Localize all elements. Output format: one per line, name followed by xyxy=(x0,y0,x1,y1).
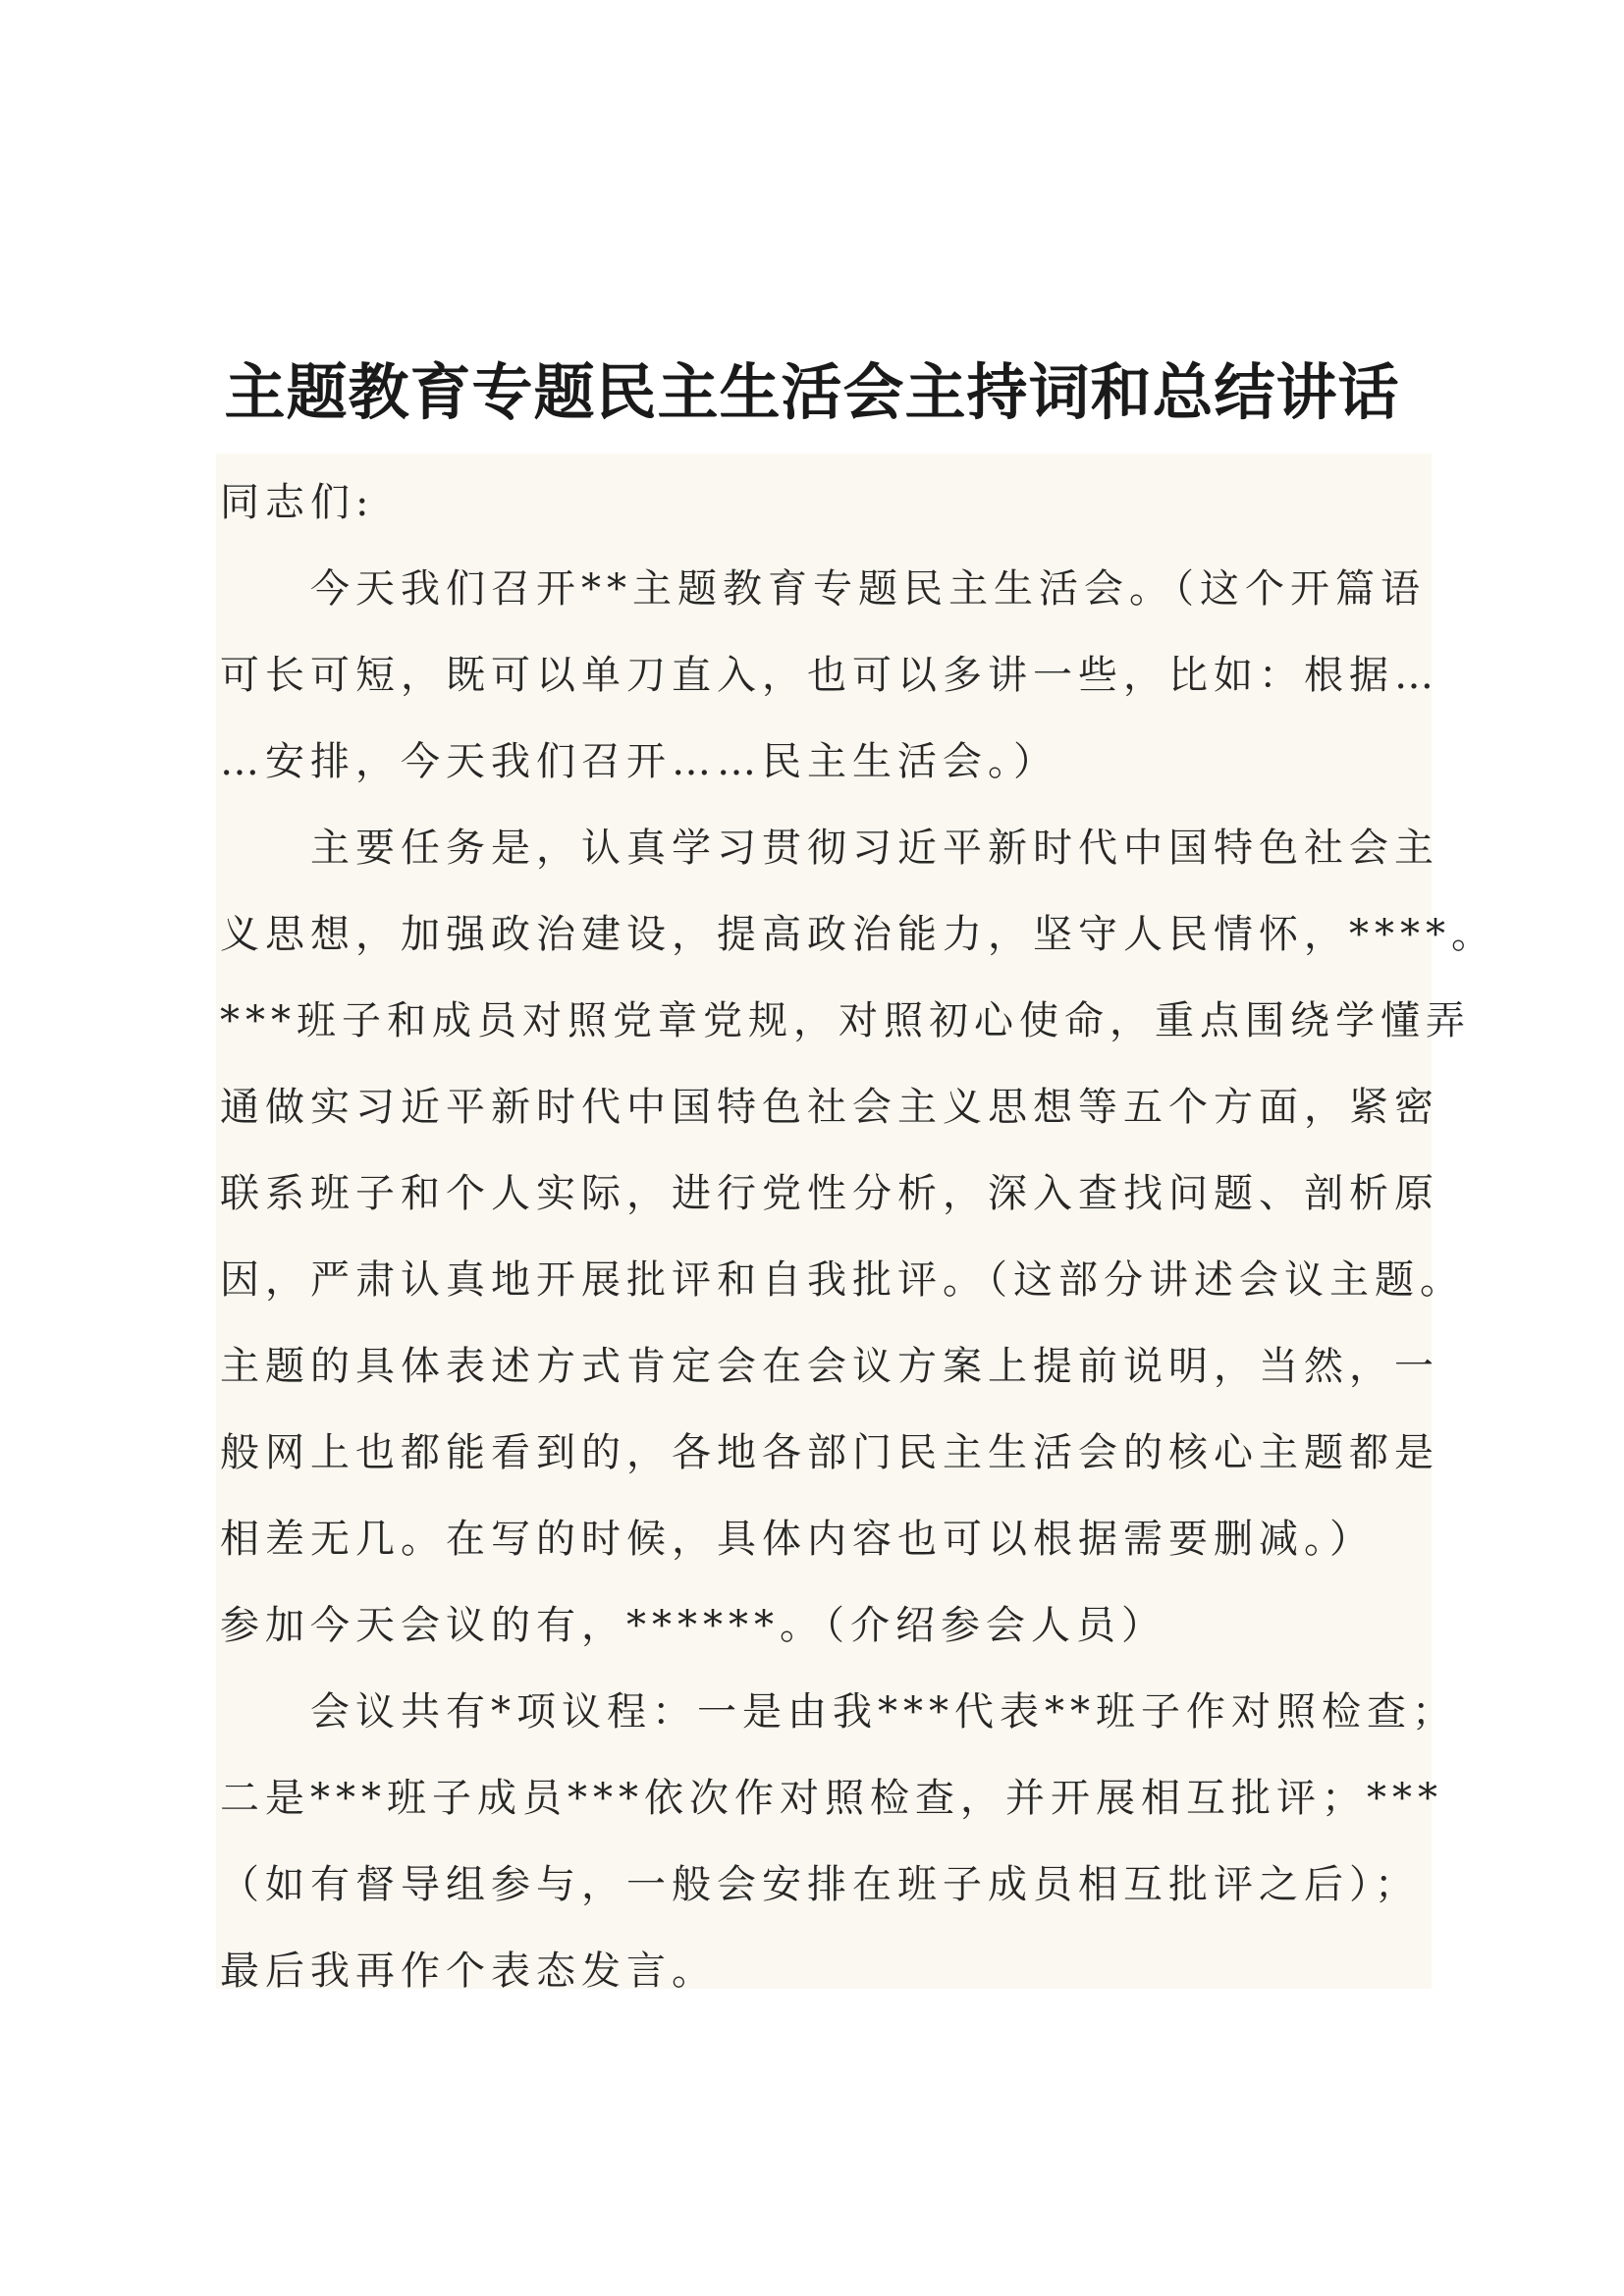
body-line: （如有督导组参与，一般会安排在班子成员相互批评之后）； xyxy=(220,1862,1420,1907)
body-line: 相差无几。在写的时候，具体内容也可以根据需要删减。） xyxy=(220,1517,1375,1562)
body-line: 可长可短，既可以单刀直入，也可以多讲一些，比如：根据… xyxy=(220,653,1439,698)
body-line: 会议共有*项议程：一是由我***代表**班子作对照检查； xyxy=(220,1689,1457,1735)
body-line: 今天我们召开**主题教育专题民主生活会。（这个开篇语 xyxy=(220,566,1426,612)
body-line: 因，严肃认真地开展批评和自我批评。（这部分讲述会议主题。 xyxy=(220,1257,1465,1303)
body-line: 同志们: xyxy=(220,480,375,525)
body-line: …安排，今天我们召开……民主生活会。） xyxy=(220,739,1058,784)
body-line: 主要任务是，认真学习贯彻习近平新时代中国特色社会主 xyxy=(220,826,1439,871)
body-line: 参加今天会议的有，******。（介绍参会人员） xyxy=(220,1603,1166,1648)
body-line: 般网上也都能看到的，各地各部门民主生活会的核心主题都是 xyxy=(220,1430,1439,1475)
body-line: 二是***班子成员***依次作对照检查，并开展相互批评；*** xyxy=(220,1776,1443,1821)
body-line: 最后我再作个表态发言。 xyxy=(220,1949,717,1994)
body-line: ***班子和成员对照党章党规，对照初心使命，重点围绕学懂弄 xyxy=(220,998,1471,1043)
body-line: 义思想，加强政治建设，提高政治能力，坚守人民情怀，****。 xyxy=(220,912,1496,957)
body-line: 通做实习近平新时代中国特色社会主义思想等五个方面，紧密 xyxy=(220,1085,1439,1130)
body-line: 联系班子和个人实际，进行党性分析，深入查找问题、剖析原 xyxy=(220,1171,1439,1216)
page-title: 主题教育专题民主生活会主持词和总结讲话 xyxy=(224,355,1400,428)
body-line: 主题的具体表述方式肯定会在会议方案上提前说明，当然，一 xyxy=(220,1344,1439,1389)
